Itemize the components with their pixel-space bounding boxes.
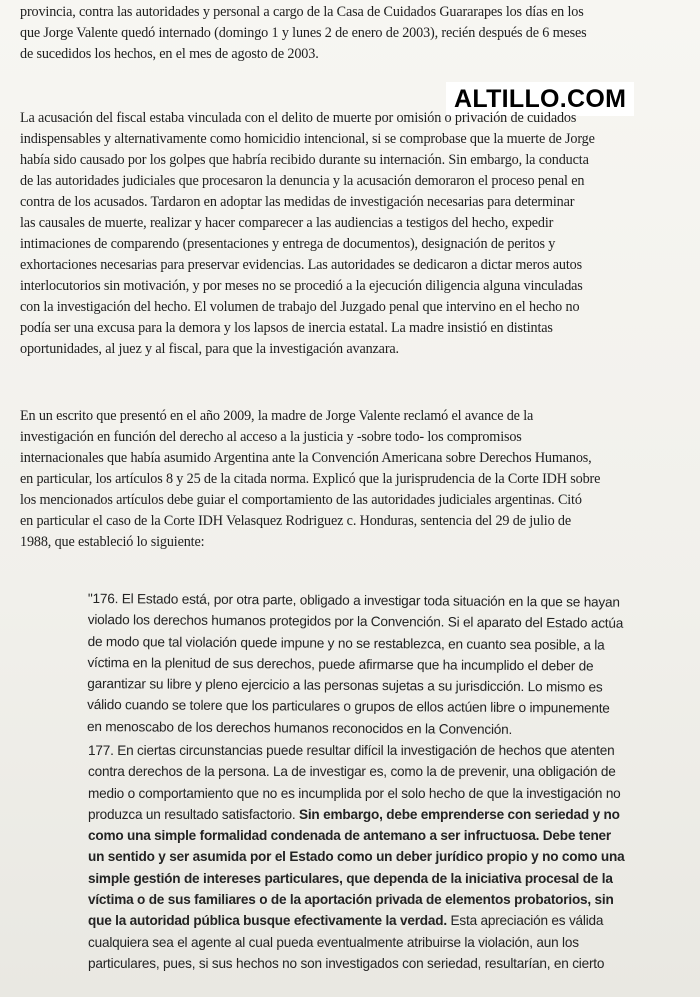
text-line: que Jorge Valente quedó internado (domingo 1 y lunes 2 de enero de 2003), recién después de 6 meses [20,25,587,41]
paragraph-accusation [20,108,680,360]
quote-line-bold: simple gestión de intereses particulares, que dependa de la iniciativa procesal de la [88,870,613,886]
text-line: provincia, contra las autoridades y personal a cargo de la Casa de Cuidados Guararapes los días en los [20,4,584,20]
text-line: con la investigación del hecho. El volumen de trabajo del Juzgado penal que intervino en el hecho no [20,299,580,315]
quote-line-bold: como una simple formalidad condenada de antemano a ser infructuosa. Debe tener [88,828,611,844]
quote-paragraph-177 [88,740,672,974]
text-line: oportunidades, al juez y al fiscal, para que la investigación avanzara. [20,341,399,357]
quote-line: contra derechos de la persona. La de investigar es, como la de prevenir, una obligación de [88,764,616,780]
quote-text-bold: Sin embargo, debe emprenderse con seriedad y no [298,806,620,822]
text-line: intimaciones de comparendo (presentaciones y entrega de documentos), designación de peritos y [20,236,556,252]
quote-line: cualquiera sea el agente al cual pueda eventualmente atribuirse la violación, aun los [88,934,579,950]
quote-line: medio o comportamiento que no es incumplida por el solo hecho de que la investigación no [88,785,621,801]
quote-paragraph-176 [87,588,672,741]
text-line: exhortaciones necesarias para preservar evidencias. Las autoridades se dedicaron a dictar meros autos [20,257,582,273]
quote-text-normal: produzca un resultado satisfactorio. [88,806,299,822]
paragraph-intro [20,2,680,65]
quote-line: particulares, pues, si sus hechos no son investigados con seriedad, resultarían, en cierto [88,955,605,971]
text-line: 1988, que estableció lo siguiente: [20,534,205,550]
text-line: podía ser una excusa para la demora y los lapsos de inercia estatal. La madre insistió en distintas [20,320,553,336]
quote-line: víctima en la plenitud de sus derechos, puede afirmarse que ha incumplido el deber de [87,654,594,674]
quote-line-mixed [88,910,672,931]
text-line: indispensables y alternativamente como homicidio intencional, si se comprobase que la muerte de Jorge [20,131,595,147]
text-line: internacionales que había asumido Argentina ante la Convención Americana sobre Derechos Humanos, [20,450,592,466]
text-line: interlocutorios sin motivación, y por meses no se procedió a la ejecución diligencia alguna vinculadas [20,278,583,294]
quote-line: garantizar su libre y pleno ejercicio a las personas sujetas a su jurisdicción. Lo mismo es [87,676,603,695]
text-line: de las autoridades judiciales que procesaron la denuncia y la acusación demoraron el proceso penal en [20,173,585,189]
quote-line: de modo que tal violación quede impune y no se restablezca, en cuanto sea posible, a la [87,633,605,653]
quote-line: válido cuando se tolere que los particulares o grupos de ellos actúen libre o impunemente [87,697,610,717]
quote-line: en menoscabo de los derechos humanos reconocidos en la Convención. [86,718,513,737]
text-line: las causales de muerte, realizar y hacer comparecer a las audiencias a testigos del hecho, expedir [20,215,554,231]
quote-text-normal: Esta apreciación es válida [446,913,604,929]
text-line: contra de los acusados. Tardaron en adoptar las medidas de investigación necesarias para determinar [20,194,575,210]
quote-line-bold: un sentido y ser asumida por el Estado como un deber jurídico propio y no como una [88,849,625,865]
quote-text-bold: que la autoridad pública busque efectivamente la verdad. [88,913,447,929]
watermark-logo: ALTILLO.COM [446,82,634,116]
quote-line-bold: víctima o de sus familiares o de la aportación privada de elementos probatorios, sin [88,892,614,908]
text-line: de sucedidos los hechos, en el mes de agosto de 2003. [20,46,319,62]
text-line: había sido causado por los golpes que habría recibido durante su internación. Sin embargo, la conducta [20,152,589,168]
quote-line: "176. El Estado está, por otra parte, obligado a investigar toda situación en la que se hayan [87,590,620,610]
text-line: en particular, los artículos 8 y 25 de la citada norma. Explicó que la jurisprudencia de la Corte IDH sobre [20,471,601,487]
text-line: los mencionados artículos debe guiar el comportamiento de las autoridades judiciales argentinas. Citó [20,492,582,508]
quote-line: 177. En ciertas circunstancias puede resultar difícil la investigación de hechos que atenten [88,743,615,758]
text-line: investigación en función del derecho al acceso a la justicia y -sobre todo- los compromisos [20,429,522,445]
paragraph-2009-filing [20,406,680,553]
quote-line-mixed [88,804,672,825]
quote-line: violado los derechos humanos protegidos por la Convención. Si el aparato del Estado actúa [87,612,624,632]
text-line: En un escrito que presentó en el año 2009, la madre de Jorge Valente reclamó el avance de la [20,408,534,424]
text-line: La acusación del fiscal estaba vinculada con el delito de muerte por omisión o privación de cuidados [20,110,577,126]
text-line: en particular el caso de la Corte IDH Velasquez Rodriguez c. Honduras, sentencia del 29 de julio de [20,513,572,529]
